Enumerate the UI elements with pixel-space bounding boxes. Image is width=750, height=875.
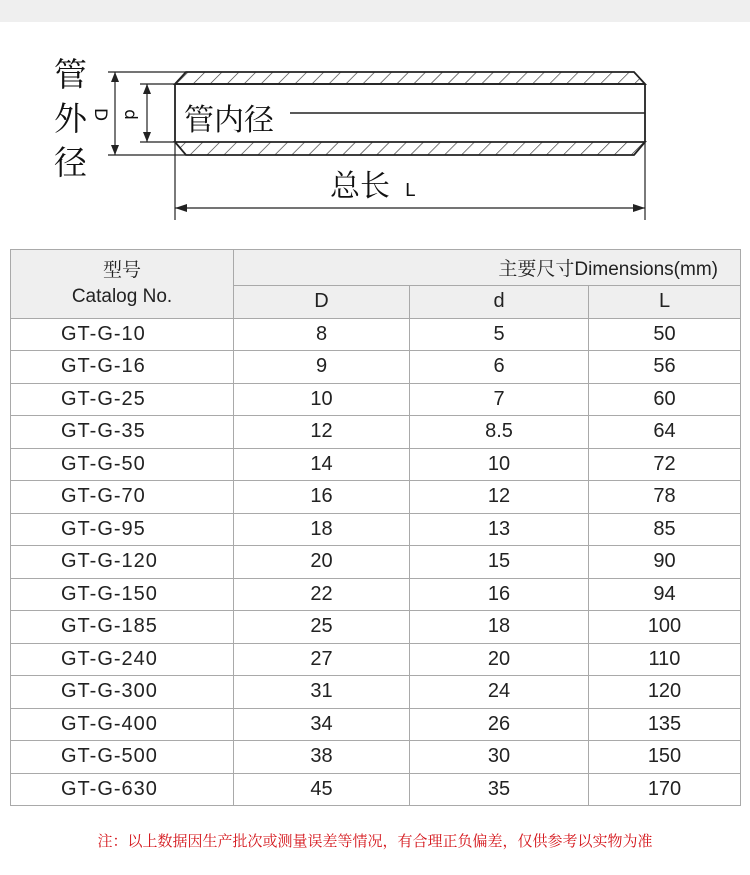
table-row bbox=[11, 741, 741, 774]
cell-d: 31 bbox=[234, 676, 410, 709]
table-row bbox=[11, 708, 741, 741]
table-body bbox=[11, 318, 741, 806]
total-length-label: 总长 bbox=[330, 169, 390, 204]
cell-l: 120 bbox=[589, 676, 741, 709]
cell-catalog: GT-G-400 bbox=[11, 708, 234, 741]
col-header-d: d bbox=[410, 286, 589, 319]
cell-catalog: GT-G-630 bbox=[11, 773, 234, 806]
tube-top-wall bbox=[175, 72, 645, 84]
cell-catalog: GT-G-35 bbox=[11, 416, 234, 449]
catalog-header-en: Catalog No. bbox=[71, 285, 173, 307]
table-row bbox=[11, 448, 741, 481]
tube-bottom-wall bbox=[175, 142, 645, 155]
cell-l: 110 bbox=[589, 643, 741, 676]
dimensions-table-wrap bbox=[10, 249, 740, 806]
outer-diameter-label-char-1: 管 bbox=[54, 55, 87, 94]
cell-l: 78 bbox=[589, 481, 741, 514]
table-row bbox=[11, 351, 741, 384]
cell-catalog: GT-G-120 bbox=[11, 546, 234, 579]
table-row bbox=[11, 416, 741, 449]
cell-catalog: GT-G-10 bbox=[11, 318, 234, 351]
cell-d: 27 bbox=[234, 643, 410, 676]
cell-d: 20 bbox=[234, 546, 410, 579]
cell-d: 18 bbox=[234, 513, 410, 546]
cell-d: 25 bbox=[234, 611, 410, 644]
cell-l: 50 bbox=[589, 318, 741, 351]
cell-d-inner: 30 bbox=[410, 741, 589, 774]
cell-catalog: GT-G-16 bbox=[11, 351, 234, 384]
col-header-D: D bbox=[234, 286, 410, 319]
cell-d: 12 bbox=[234, 416, 410, 449]
table-row bbox=[11, 383, 741, 416]
cell-catalog: GT-G-25 bbox=[11, 383, 234, 416]
table-row bbox=[11, 773, 741, 806]
table-row bbox=[11, 546, 741, 579]
table-row bbox=[11, 676, 741, 709]
cell-d-inner: 18 bbox=[410, 611, 589, 644]
cell-d-inner: 20 bbox=[410, 643, 589, 676]
cell-l: 72 bbox=[589, 448, 741, 481]
cell-l: 64 bbox=[589, 416, 741, 449]
cell-d-inner: 15 bbox=[410, 546, 589, 579]
dimensions-table bbox=[10, 249, 741, 806]
table-row bbox=[11, 481, 741, 514]
cell-d-inner: 8.5 bbox=[410, 416, 589, 449]
inner-diameter-label: 管内径 bbox=[180, 106, 278, 136]
cell-l: 135 bbox=[589, 708, 741, 741]
col-header-L: L bbox=[589, 286, 741, 319]
cell-d-inner: 10 bbox=[410, 448, 589, 481]
cell-catalog: GT-G-300 bbox=[11, 676, 234, 709]
outer-diameter-label-char-2: 外 bbox=[54, 99, 87, 138]
catalog-header bbox=[11, 250, 234, 319]
cell-d: 45 bbox=[234, 773, 410, 806]
cell-l: 90 bbox=[589, 546, 741, 579]
cell-d: 22 bbox=[234, 578, 410, 611]
cell-l: 170 bbox=[589, 773, 741, 806]
cell-catalog: GT-G-185 bbox=[11, 611, 234, 644]
cell-catalog: GT-G-240 bbox=[11, 643, 234, 676]
cell-l: 150 bbox=[589, 741, 741, 774]
table-row bbox=[11, 643, 741, 676]
cell-d: 16 bbox=[234, 481, 410, 514]
cell-d-inner: 24 bbox=[410, 676, 589, 709]
table-row bbox=[11, 611, 741, 644]
cell-d-inner: 16 bbox=[410, 578, 589, 611]
cell-l: 85 bbox=[589, 513, 741, 546]
cell-l: 100 bbox=[589, 611, 741, 644]
cell-l: 94 bbox=[589, 578, 741, 611]
cell-d: 14 bbox=[234, 448, 410, 481]
cell-d-inner: 13 bbox=[410, 513, 589, 546]
cell-catalog: GT-G-70 bbox=[11, 481, 234, 514]
table-header-row-1 bbox=[11, 250, 741, 286]
catalog-header-cn: 型号 bbox=[102, 260, 141, 282]
top-band bbox=[0, 0, 750, 22]
cell-d-inner: 5 bbox=[410, 318, 589, 351]
cell-d: 8 bbox=[234, 318, 410, 351]
cell-d-inner: 6 bbox=[410, 351, 589, 384]
cell-catalog: GT-G-95 bbox=[11, 513, 234, 546]
total-length-letter: L bbox=[405, 180, 416, 201]
tube-drawing bbox=[0, 22, 750, 230]
cell-d-inner: 35 bbox=[410, 773, 589, 806]
cell-catalog: GT-G-50 bbox=[11, 448, 234, 481]
cell-d-inner: 26 bbox=[410, 708, 589, 741]
table-row bbox=[11, 513, 741, 546]
inner-diameter-letter: d bbox=[119, 109, 140, 120]
cell-l: 60 bbox=[589, 383, 741, 416]
cell-d: 34 bbox=[234, 708, 410, 741]
cell-d-inner: 12 bbox=[410, 481, 589, 514]
table-row bbox=[11, 318, 741, 351]
cell-d: 9 bbox=[234, 351, 410, 384]
table-row bbox=[11, 578, 741, 611]
outer-diameter-letter: D bbox=[90, 107, 111, 122]
cell-catalog: GT-G-500 bbox=[11, 741, 234, 774]
cell-l: 56 bbox=[589, 351, 741, 384]
cell-d-inner: 7 bbox=[410, 383, 589, 416]
cell-catalog: GT-G-150 bbox=[11, 578, 234, 611]
disclaimer-note: 注：以上数据因生产批次或测量误差等情况，有合理正负偏差，仅供参考以实物为准 bbox=[97, 832, 653, 850]
outer-diameter-label-char-3: 径 bbox=[54, 143, 87, 182]
cell-d: 38 bbox=[234, 741, 410, 774]
cell-d: 10 bbox=[234, 383, 410, 416]
dimensions-header: 主要尺寸Dimensions(mm) bbox=[234, 250, 741, 286]
